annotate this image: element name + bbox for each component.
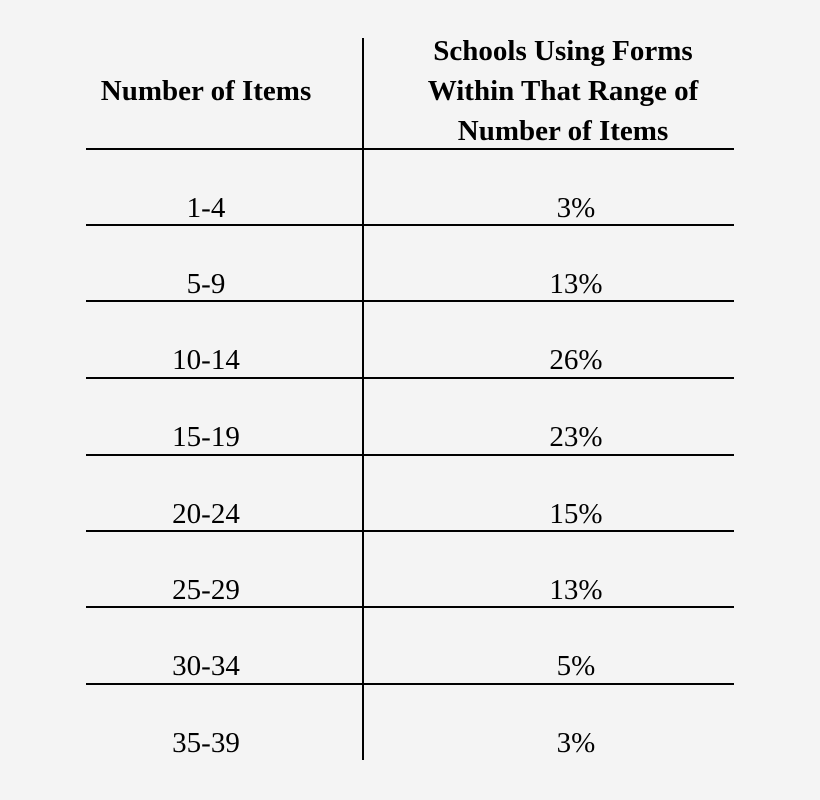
row-rule (86, 224, 734, 226)
table-cell-range: 10-14 (172, 344, 240, 376)
header-schools-using-forms (378, 31, 748, 151)
header-number-of-items: Number of Items (100, 75, 312, 107)
data-table (86, 35, 734, 760)
table-cell-share: 5% (556, 650, 596, 682)
header-rule (86, 148, 734, 150)
header-line: Schools Using Forms (433, 35, 693, 67)
header-line: Number of Items (457, 115, 669, 147)
table-cell-share: 15% (549, 498, 603, 530)
row-rule (86, 454, 734, 456)
table-cell-share: 3% (556, 727, 596, 759)
table-cell-share: 13% (549, 268, 603, 300)
row-rule (86, 530, 734, 532)
header-line: Within That Range of (427, 75, 699, 107)
table-cell-share: 26% (549, 344, 603, 376)
table-cell-range: 5-9 (186, 268, 226, 300)
table-cell-range: 20-24 (172, 498, 240, 530)
table-cell-range: 1-4 (186, 192, 226, 224)
column-divider (362, 38, 364, 760)
table-cell-share: 23% (549, 421, 603, 453)
row-rule (86, 606, 734, 608)
table-cell-range: 35-39 (172, 727, 240, 759)
table-cell-range: 25-29 (172, 574, 240, 606)
table-cell-range: 30-34 (172, 650, 240, 682)
row-rule (86, 377, 734, 379)
table-cell-share: 3% (556, 192, 596, 224)
table-cell-share: 13% (549, 574, 603, 606)
row-rule (86, 683, 734, 685)
table-cell-range: 15-19 (172, 421, 240, 453)
row-rule (86, 300, 734, 302)
